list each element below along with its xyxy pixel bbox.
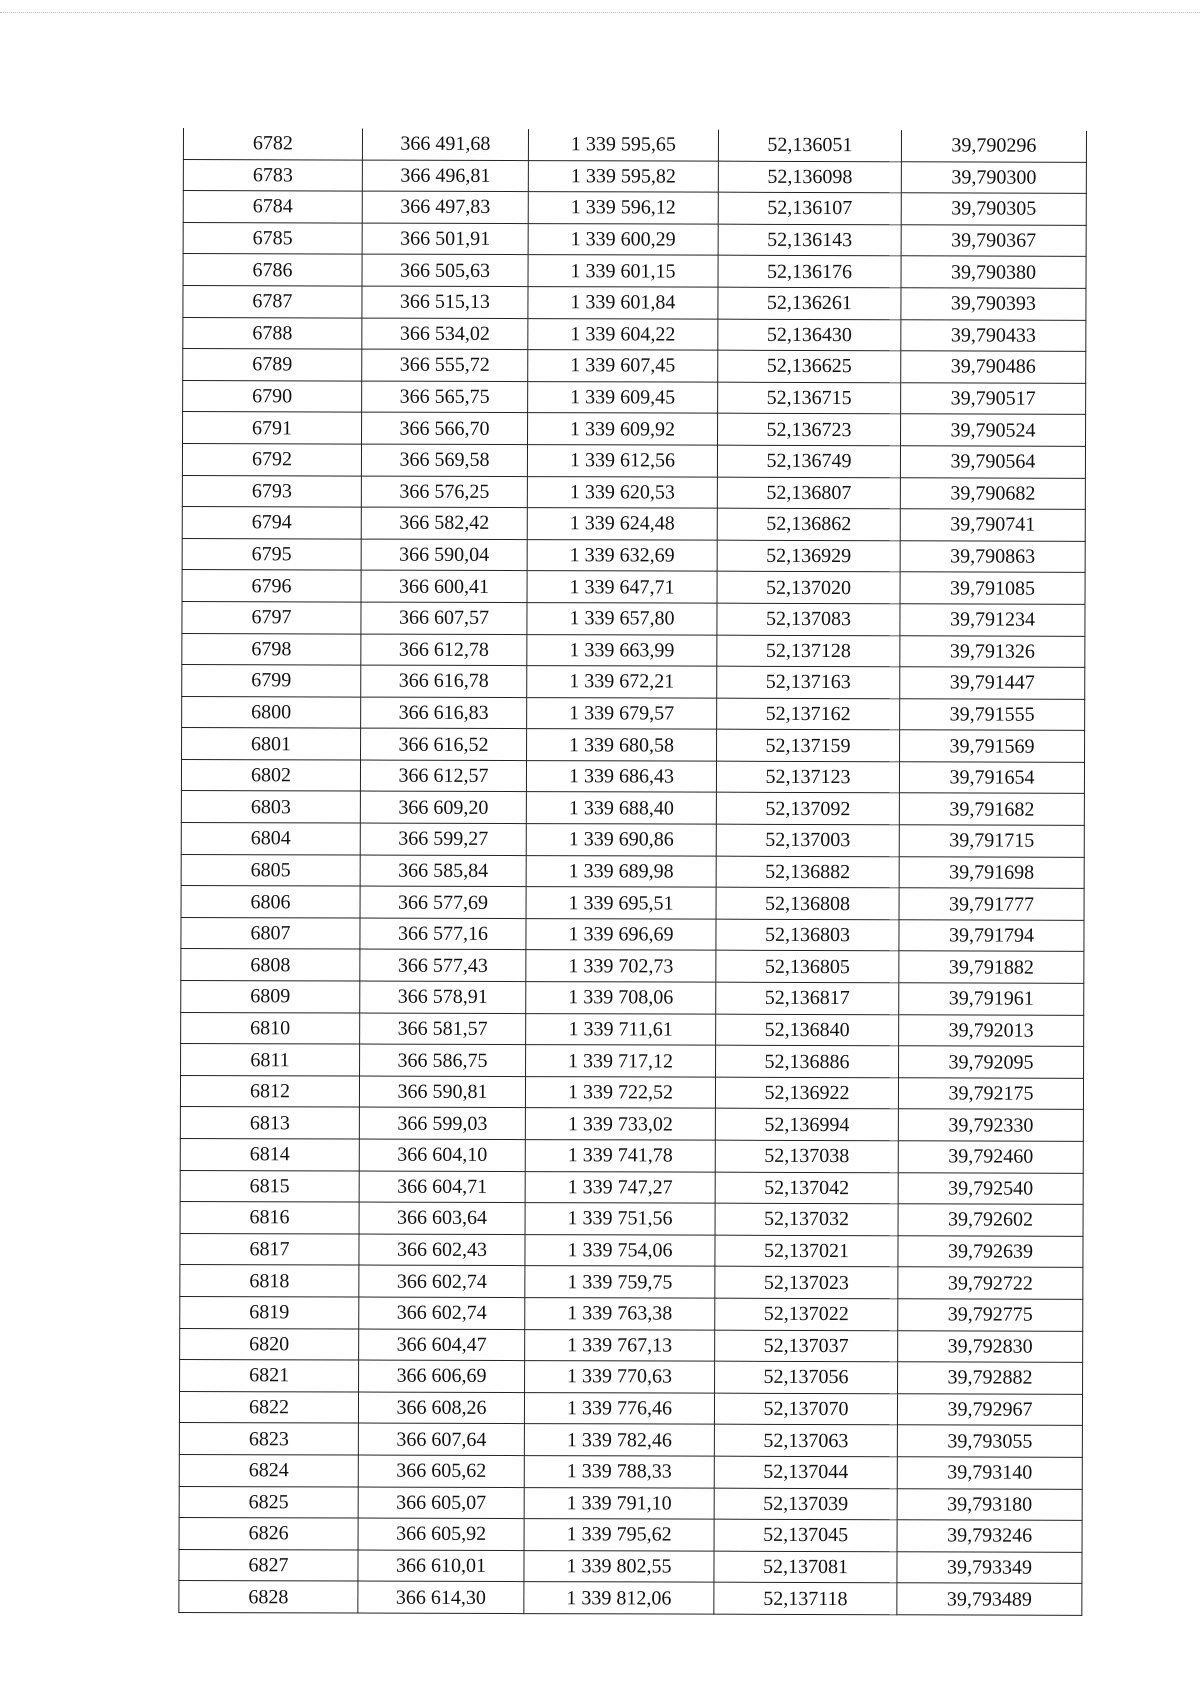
longitude-cell: 39,792639 xyxy=(898,1236,1083,1268)
table-row xyxy=(182,665,1085,699)
table-row xyxy=(181,917,1084,951)
point-number-cell: 6827 xyxy=(179,1549,358,1581)
latitude-cell: 52,137045 xyxy=(714,1519,897,1551)
x-coordinate-cell: 366 599,03 xyxy=(359,1107,525,1139)
longitude-cell: 39,790564 xyxy=(900,446,1085,478)
latitude-cell: 52,136803 xyxy=(716,919,899,951)
point-number-cell: 6825 xyxy=(179,1486,358,1518)
x-coordinate-cell: 366 602,74 xyxy=(359,1297,525,1329)
y-coordinate-cell: 1 339 690,86 xyxy=(526,824,716,856)
latitude-cell: 52,137070 xyxy=(714,1393,897,1425)
y-coordinate-cell: 1 339 770,63 xyxy=(525,1361,715,1393)
point-number-cell: 6826 xyxy=(179,1518,358,1550)
table-row xyxy=(180,1170,1083,1204)
latitude-cell: 52,136817 xyxy=(716,982,899,1014)
x-coordinate-cell: 366 616,78 xyxy=(361,665,527,697)
x-coordinate-cell: 366 605,92 xyxy=(358,1518,524,1550)
longitude-cell: 39,791715 xyxy=(899,825,1084,857)
longitude-cell: 39,792175 xyxy=(898,1078,1083,1110)
longitude-cell: 39,791682 xyxy=(899,793,1084,825)
latitude-cell: 52,137159 xyxy=(717,729,900,761)
longitude-cell: 39,792967 xyxy=(897,1394,1082,1426)
latitude-cell: 52,137081 xyxy=(714,1551,897,1583)
x-coordinate-cell: 366 605,07 xyxy=(358,1487,524,1519)
table-row xyxy=(179,1486,1082,1520)
x-coordinate-cell: 366 577,69 xyxy=(360,886,526,918)
x-coordinate-cell: 366 600,41 xyxy=(361,570,527,602)
point-number-cell: 6811 xyxy=(181,1044,360,1076)
latitude-cell: 52,137032 xyxy=(715,1203,898,1235)
longitude-cell: 39,791555 xyxy=(900,698,1085,730)
point-number-cell: 6824 xyxy=(179,1454,358,1486)
longitude-cell: 39,790380 xyxy=(901,256,1086,288)
table-row xyxy=(182,475,1085,509)
y-coordinate-cell: 1 339 717,12 xyxy=(526,1045,716,1077)
table-row xyxy=(181,1012,1084,1046)
longitude-cell: 39,793246 xyxy=(897,1520,1082,1552)
longitude-cell: 39,791698 xyxy=(899,856,1084,888)
longitude-cell: 39,791085 xyxy=(900,572,1085,604)
longitude-cell: 39,793349 xyxy=(897,1551,1082,1583)
table-row xyxy=(182,633,1085,667)
point-number-cell: 6813 xyxy=(180,1107,359,1139)
y-coordinate-cell: 1 339 776,46 xyxy=(524,1392,714,1424)
y-coordinate-cell: 1 339 759,75 xyxy=(525,1266,715,1298)
x-coordinate-cell: 366 577,16 xyxy=(360,918,526,950)
x-coordinate-cell: 366 515,13 xyxy=(362,286,528,318)
longitude-cell: 39,790300 xyxy=(901,161,1086,193)
y-coordinate-cell: 1 339 767,13 xyxy=(525,1329,715,1361)
table-row xyxy=(183,380,1086,414)
y-coordinate-cell: 1 339 595,82 xyxy=(528,160,718,192)
table-row xyxy=(180,1202,1083,1236)
table-row xyxy=(182,696,1085,730)
table-row xyxy=(182,443,1085,477)
latitude-cell: 52,136107 xyxy=(718,192,901,224)
x-coordinate-cell: 366 608,26 xyxy=(358,1392,524,1424)
x-coordinate-cell: 366 604,10 xyxy=(359,1139,525,1171)
x-coordinate-cell: 366 497,83 xyxy=(362,191,528,223)
point-number-cell: 6803 xyxy=(181,791,360,823)
y-coordinate-cell: 1 339 624,48 xyxy=(527,508,717,540)
point-number-cell: 6793 xyxy=(182,475,361,507)
x-coordinate-cell: 366 555,72 xyxy=(362,349,528,381)
latitude-cell: 52,136808 xyxy=(716,887,899,919)
table-row xyxy=(181,886,1084,920)
point-number-cell: 6787 xyxy=(183,285,362,317)
latitude-cell: 52,137039 xyxy=(714,1488,897,1520)
x-coordinate-cell: 366 569,58 xyxy=(361,444,527,476)
point-number-cell: 6816 xyxy=(180,1202,359,1234)
latitude-cell: 52,136176 xyxy=(718,256,901,288)
latitude-cell: 52,137123 xyxy=(716,761,899,793)
y-coordinate-cell: 1 339 711,61 xyxy=(526,1013,716,1045)
longitude-cell: 39,790486 xyxy=(901,351,1086,383)
x-coordinate-cell: 366 610,01 xyxy=(358,1550,524,1582)
point-number-cell: 6789 xyxy=(183,349,362,381)
y-coordinate-cell: 1 339 612,56 xyxy=(527,445,717,477)
y-coordinate-cell: 1 339 672,21 xyxy=(527,666,717,698)
latitude-cell: 52,136994 xyxy=(715,1109,898,1141)
latitude-cell: 52,137044 xyxy=(714,1456,897,1488)
longitude-cell: 39,791326 xyxy=(900,635,1085,667)
longitude-cell: 39,792013 xyxy=(899,1014,1084,1046)
table-row xyxy=(181,854,1084,888)
point-number-cell: 6804 xyxy=(181,823,360,855)
y-coordinate-cell: 1 339 722,52 xyxy=(525,1076,715,1108)
point-number-cell: 6797 xyxy=(182,601,361,633)
longitude-cell: 39,790367 xyxy=(901,225,1086,257)
latitude-cell: 52,137083 xyxy=(717,603,900,635)
longitude-cell: 39,792830 xyxy=(898,1330,1083,1362)
longitude-cell: 39,791794 xyxy=(899,920,1084,952)
y-coordinate-cell: 1 339 609,45 xyxy=(528,381,718,413)
y-coordinate-cell: 1 339 609,92 xyxy=(528,413,718,445)
x-coordinate-cell: 366 590,81 xyxy=(359,1076,525,1108)
y-coordinate-cell: 1 339 791,10 xyxy=(524,1487,714,1519)
x-coordinate-cell: 366 604,71 xyxy=(359,1171,525,1203)
scan-edge-line xyxy=(0,12,1200,13)
latitude-cell: 52,136882 xyxy=(716,856,899,888)
table-row xyxy=(182,538,1085,572)
latitude-cell: 52,136715 xyxy=(718,382,901,414)
longitude-cell: 39,791447 xyxy=(900,667,1085,699)
table-row xyxy=(180,1138,1083,1172)
y-coordinate-cell: 1 339 686,43 xyxy=(526,760,716,792)
longitude-cell: 39,791654 xyxy=(899,762,1084,794)
table-row xyxy=(180,1328,1083,1362)
longitude-cell: 39,793055 xyxy=(897,1425,1082,1457)
longitude-cell: 39,792722 xyxy=(898,1267,1083,1299)
point-number-cell: 6822 xyxy=(179,1391,358,1423)
table-row xyxy=(180,1360,1083,1394)
x-coordinate-cell: 366 581,57 xyxy=(360,1013,526,1045)
x-coordinate-cell: 366 602,74 xyxy=(359,1265,525,1297)
y-coordinate-cell: 1 339 601,84 xyxy=(528,287,718,319)
point-number-cell: 6828 xyxy=(179,1581,358,1613)
longitude-cell: 39,791961 xyxy=(899,983,1084,1015)
longitude-cell: 39,791882 xyxy=(899,951,1084,983)
longitude-cell: 39,790393 xyxy=(901,288,1086,320)
y-coordinate-cell: 1 339 688,40 xyxy=(526,792,716,824)
latitude-cell: 52,137038 xyxy=(715,1140,898,1172)
point-number-cell: 6799 xyxy=(182,665,361,697)
longitude-cell: 39,791234 xyxy=(900,604,1085,636)
latitude-cell: 52,136886 xyxy=(716,1045,899,1077)
longitude-cell: 39,790741 xyxy=(900,509,1085,541)
y-coordinate-cell: 1 339 657,80 xyxy=(527,602,717,634)
x-coordinate-cell: 366 501,91 xyxy=(362,223,528,255)
longitude-cell: 39,790517 xyxy=(901,383,1086,415)
y-coordinate-cell: 1 339 647,71 xyxy=(527,571,717,603)
coordinates-table xyxy=(178,128,1087,1616)
point-number-cell: 6817 xyxy=(180,1233,359,1265)
y-coordinate-cell: 1 339 708,06 xyxy=(526,982,716,1014)
latitude-cell: 52,137020 xyxy=(717,571,900,603)
x-coordinate-cell: 366 616,52 xyxy=(361,728,527,760)
table-row xyxy=(183,349,1086,383)
table-row xyxy=(183,254,1086,288)
y-coordinate-cell: 1 339 604,22 xyxy=(528,318,718,350)
table-row xyxy=(180,1075,1083,1109)
latitude-cell: 52,136143 xyxy=(718,224,901,256)
table-row xyxy=(179,1518,1082,1552)
table-row xyxy=(183,412,1086,446)
table-row xyxy=(181,1044,1084,1078)
table-row xyxy=(179,1581,1082,1615)
longitude-cell: 39,792330 xyxy=(898,1109,1083,1141)
longitude-cell: 39,790863 xyxy=(900,540,1085,572)
latitude-cell: 52,136098 xyxy=(718,161,901,193)
latitude-cell: 52,137163 xyxy=(717,666,900,698)
longitude-cell: 39,791777 xyxy=(899,888,1084,920)
longitude-cell: 39,792882 xyxy=(898,1362,1083,1394)
table-row xyxy=(182,601,1085,635)
latitude-cell: 52,136261 xyxy=(718,287,901,319)
table-row xyxy=(183,159,1086,193)
latitude-cell: 52,137023 xyxy=(715,1267,898,1299)
latitude-cell: 52,137021 xyxy=(715,1235,898,1267)
y-coordinate-cell: 1 339 795,62 xyxy=(524,1519,714,1551)
latitude-cell: 52,136430 xyxy=(718,319,901,351)
latitude-cell: 52,137056 xyxy=(715,1361,898,1393)
longitude-cell: 39,792602 xyxy=(898,1204,1083,1236)
x-coordinate-cell: 366 602,43 xyxy=(359,1234,525,1266)
table-row xyxy=(181,823,1084,857)
table-row xyxy=(179,1423,1082,1457)
longitude-cell: 39,790682 xyxy=(900,477,1085,509)
point-number-cell: 6808 xyxy=(181,949,360,981)
point-number-cell: 6812 xyxy=(180,1075,359,1107)
x-coordinate-cell: 366 585,84 xyxy=(360,855,526,887)
table-row xyxy=(183,191,1086,225)
x-coordinate-cell: 366 614,30 xyxy=(358,1581,524,1613)
table-row xyxy=(182,728,1085,762)
coordinates-table-body xyxy=(179,128,1087,1615)
x-coordinate-cell: 366 576,25 xyxy=(361,476,527,508)
table-row xyxy=(179,1454,1082,1488)
y-coordinate-cell: 1 339 754,06 xyxy=(525,1234,715,1266)
y-coordinate-cell: 1 339 812,06 xyxy=(524,1582,714,1614)
point-number-cell: 6788 xyxy=(183,317,362,349)
x-coordinate-cell: 366 565,75 xyxy=(362,381,528,413)
table-row xyxy=(180,1233,1083,1267)
table-row xyxy=(180,1265,1083,1299)
latitude-cell: 52,137128 xyxy=(717,635,900,667)
table-row xyxy=(182,507,1085,541)
y-coordinate-cell: 1 339 763,38 xyxy=(525,1298,715,1330)
table-row xyxy=(180,1107,1083,1141)
x-coordinate-cell: 366 616,83 xyxy=(361,697,527,729)
point-number-cell: 6823 xyxy=(179,1423,358,1455)
point-number-cell: 6821 xyxy=(180,1360,359,1392)
latitude-cell: 52,137042 xyxy=(715,1172,898,1204)
table-row xyxy=(181,981,1084,1015)
y-coordinate-cell: 1 339 620,53 xyxy=(527,476,717,508)
y-coordinate-cell: 1 339 663,99 xyxy=(527,634,717,666)
x-coordinate-cell: 366 612,78 xyxy=(361,634,527,666)
point-number-cell: 6800 xyxy=(182,696,361,728)
latitude-cell: 52,137022 xyxy=(715,1298,898,1330)
y-coordinate-cell: 1 339 747,27 xyxy=(525,1171,715,1203)
point-number-cell: 6790 xyxy=(183,380,362,412)
point-number-cell: 6815 xyxy=(180,1170,359,1202)
latitude-cell: 52,136840 xyxy=(716,1014,899,1046)
longitude-cell: 39,790433 xyxy=(901,319,1086,351)
point-number-cell: 6805 xyxy=(181,854,360,886)
point-number-cell: 6795 xyxy=(182,538,361,570)
y-coordinate-cell: 1 339 689,98 xyxy=(526,855,716,887)
point-number-cell: 6807 xyxy=(181,917,360,949)
latitude-cell: 52,136862 xyxy=(717,508,900,540)
x-coordinate-cell: 366 607,64 xyxy=(358,1423,524,1455)
longitude-cell: 39,791569 xyxy=(900,730,1085,762)
y-coordinate-cell: 1 339 600,29 xyxy=(528,223,718,255)
latitude-cell: 52,137162 xyxy=(717,698,900,730)
latitude-cell: 52,136807 xyxy=(717,477,900,509)
latitude-cell: 52,137003 xyxy=(716,824,899,856)
point-number-cell: 6783 xyxy=(183,159,362,191)
point-number-cell: 6785 xyxy=(183,222,362,254)
latitude-cell: 52,136805 xyxy=(716,951,899,983)
x-coordinate-cell: 366 582,42 xyxy=(361,507,527,539)
point-number-cell: 6814 xyxy=(180,1138,359,1170)
point-number-cell: 6784 xyxy=(183,191,362,223)
x-coordinate-cell: 366 603,64 xyxy=(359,1202,525,1234)
y-coordinate-cell: 1 339 680,58 xyxy=(527,729,717,761)
longitude-cell: 39,793180 xyxy=(897,1488,1082,1520)
longitude-cell: 39,792460 xyxy=(898,1141,1083,1173)
table-row xyxy=(181,949,1084,983)
point-number-cell: 6786 xyxy=(183,254,362,286)
point-number-cell: 6806 xyxy=(181,886,360,918)
table-row xyxy=(179,1549,1082,1583)
point-number-cell: 6802 xyxy=(181,759,360,791)
longitude-cell: 39,790305 xyxy=(901,193,1086,225)
x-coordinate-cell: 366 566,70 xyxy=(362,412,528,444)
longitude-cell: 39,792540 xyxy=(898,1172,1083,1204)
x-coordinate-cell: 366 496,81 xyxy=(362,160,528,192)
x-coordinate-cell: 366 612,57 xyxy=(360,760,526,792)
table-row xyxy=(183,128,1086,162)
y-coordinate-cell: 1 339 607,45 xyxy=(528,350,718,382)
table-row xyxy=(181,791,1084,825)
y-coordinate-cell: 1 339 696,69 xyxy=(526,918,716,950)
longitude-cell: 39,790296 xyxy=(901,130,1086,162)
longitude-cell: 39,793140 xyxy=(897,1457,1082,1489)
latitude-cell: 52,137092 xyxy=(716,793,899,825)
y-coordinate-cell: 1 339 751,56 xyxy=(525,1203,715,1235)
point-number-cell: 6794 xyxy=(182,507,361,539)
point-number-cell: 6801 xyxy=(182,728,361,760)
x-coordinate-cell: 366 599,27 xyxy=(360,823,526,855)
point-number-cell: 6782 xyxy=(183,128,362,160)
x-coordinate-cell: 366 491,68 xyxy=(362,129,528,161)
y-coordinate-cell: 1 339 695,51 xyxy=(526,887,716,919)
latitude-cell: 52,137118 xyxy=(714,1582,897,1614)
latitude-cell: 52,136749 xyxy=(717,445,900,477)
longitude-cell: 39,790524 xyxy=(901,414,1086,446)
y-coordinate-cell: 1 339 802,55 xyxy=(524,1550,714,1582)
point-number-cell: 6792 xyxy=(182,443,361,475)
x-coordinate-cell: 366 605,62 xyxy=(358,1455,524,1487)
latitude-cell: 52,136922 xyxy=(715,1077,898,1109)
latitude-cell: 52,137037 xyxy=(715,1330,898,1362)
table-row xyxy=(183,222,1086,256)
x-coordinate-cell: 366 606,69 xyxy=(359,1360,525,1392)
x-coordinate-cell: 366 578,91 xyxy=(360,981,526,1013)
y-coordinate-cell: 1 339 733,02 xyxy=(525,1108,715,1140)
longitude-cell: 39,793489 xyxy=(897,1583,1082,1615)
y-coordinate-cell: 1 339 601,15 xyxy=(528,255,718,287)
y-coordinate-cell: 1 339 595,65 xyxy=(528,129,718,161)
point-number-cell: 6809 xyxy=(181,981,360,1013)
y-coordinate-cell: 1 339 702,73 xyxy=(526,950,716,982)
longitude-cell: 39,792775 xyxy=(898,1299,1083,1331)
x-coordinate-cell: 366 604,47 xyxy=(359,1329,525,1361)
y-coordinate-cell: 1 339 679,57 xyxy=(527,697,717,729)
y-coordinate-cell: 1 339 741,78 xyxy=(525,1140,715,1172)
point-number-cell: 6791 xyxy=(183,412,362,444)
x-coordinate-cell: 366 607,57 xyxy=(361,602,527,634)
table-row xyxy=(183,317,1086,351)
table-row xyxy=(183,285,1086,319)
table-row xyxy=(180,1296,1083,1330)
x-coordinate-cell: 366 534,02 xyxy=(362,318,528,350)
y-coordinate-cell: 1 339 632,69 xyxy=(527,539,717,571)
point-number-cell: 6820 xyxy=(180,1328,359,1360)
x-coordinate-cell: 366 586,75 xyxy=(360,1044,526,1076)
point-number-cell: 6798 xyxy=(182,633,361,665)
point-number-cell: 6819 xyxy=(180,1296,359,1328)
y-coordinate-cell: 1 339 596,12 xyxy=(528,192,718,224)
x-coordinate-cell: 366 590,04 xyxy=(361,539,527,571)
point-number-cell: 6818 xyxy=(180,1265,359,1297)
y-coordinate-cell: 1 339 782,46 xyxy=(524,1424,714,1456)
latitude-cell: 52,136625 xyxy=(718,350,901,382)
latitude-cell: 52,136723 xyxy=(718,414,901,446)
y-coordinate-cell: 1 339 788,33 xyxy=(524,1456,714,1488)
x-coordinate-cell: 366 609,20 xyxy=(360,792,526,824)
table-row xyxy=(181,759,1084,793)
point-number-cell: 6796 xyxy=(182,570,361,602)
table-row xyxy=(182,570,1085,604)
point-number-cell: 6810 xyxy=(181,1012,360,1044)
x-coordinate-cell: 366 577,43 xyxy=(360,949,526,981)
x-coordinate-cell: 366 505,63 xyxy=(362,254,528,286)
latitude-cell: 52,137063 xyxy=(714,1425,897,1457)
latitude-cell: 52,136051 xyxy=(718,130,901,162)
longitude-cell: 39,792095 xyxy=(899,1046,1084,1078)
latitude-cell: 52,136929 xyxy=(717,540,900,572)
table-row xyxy=(179,1391,1082,1425)
